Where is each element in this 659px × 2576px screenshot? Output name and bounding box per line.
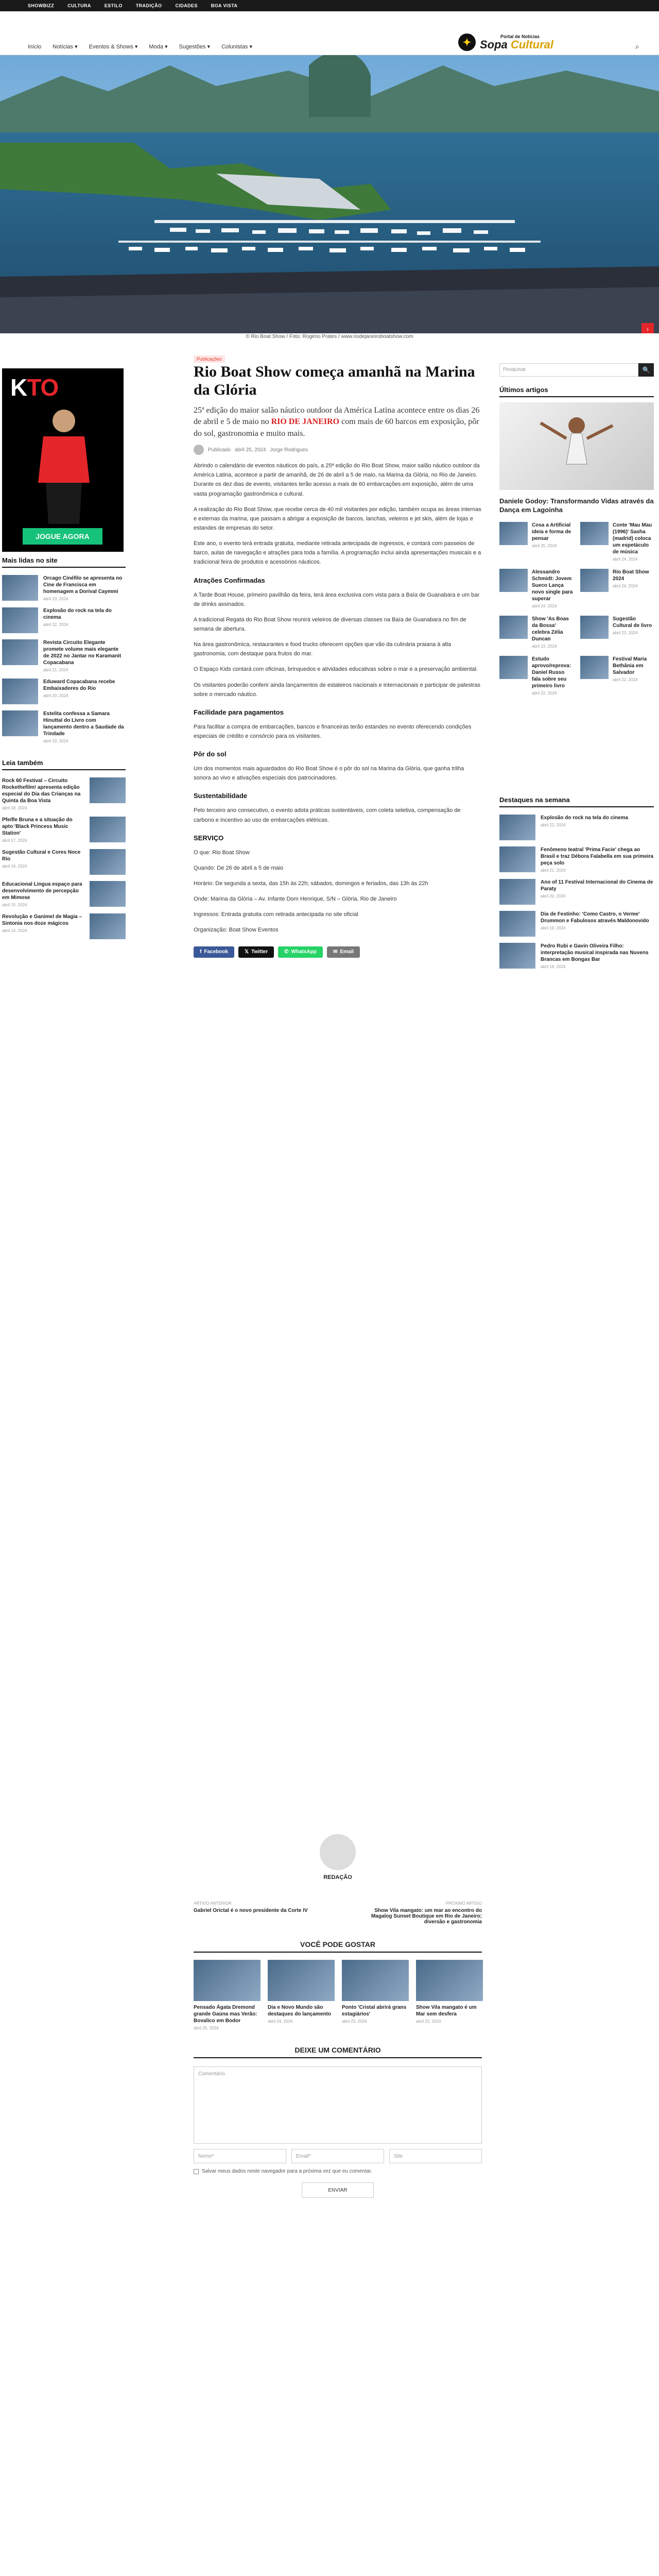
service-line: Onde: Marina da Glória – Av. Infante Dom Henrique, S/N – Glória, Rio de Janeiro xyxy=(194,896,397,903)
save-data-checkbox[interactable]: Salvar meus dados neste navegador para a próxima vez que eu comentar. xyxy=(194,2168,482,2174)
section-heading: Facilidade para pagamentos xyxy=(194,708,284,716)
section-heading: SERVIÇO xyxy=(194,834,224,842)
related-title: VOCÊ PODE GOSTAR xyxy=(194,1940,482,1953)
main-nav xyxy=(28,43,252,50)
checkbox-icon xyxy=(194,2169,199,2174)
list-item[interactable]: Sugestão Cultural e Cores Noce Rio abril 16, 2024 xyxy=(2,849,126,875)
related-grid xyxy=(194,1960,482,2030)
list-item[interactable]: Revista Circuito Elegante promete volume mais elegante de 2022 no Jantar no Karamanit Copacabana abril 21, 2024 xyxy=(2,639,126,672)
paragraph: Um dos momentos mais aguardados do Rio Boat Show é o pôr do sol na Marina da Glória, que ganha trilha sonora ao vivo e ativações especiais dos patrocinadores. xyxy=(194,766,464,782)
leia-tambem-title: Leia também xyxy=(2,759,126,770)
list-item[interactable]: Pedro Rubi e Gavin Oliveira Filho: interpretação musical inspirada nas Nuvens Brancas em Bongas Bar abril 18, 2024 xyxy=(499,943,654,969)
list-item[interactable]: Educacional Lingua espaço para desenvolvimento de percepção em Mimose abril 15, 2024 xyxy=(2,881,126,907)
destaques-widget xyxy=(499,796,654,969)
list-item[interactable]: Alessandro Schmidt: Jovem Sueco Lança novo single para superar abril 24, 2024 xyxy=(499,569,573,608)
nav-item[interactable]: Início xyxy=(28,43,42,50)
search-icon[interactable]: ⌕ xyxy=(635,42,639,50)
paragraph: A tradicional Regata do Rio Boat Show reunirá veleiros de diversas classes na Baía de Guanabara no fim de semana de abertura. xyxy=(194,616,466,632)
next-post-link[interactable]: PRÓXIMO ARTIGO Show Vila mangato: um mar ao encontro do Magalog Sunset Boutique em Rio de Janeiro; diversão e gastronomia xyxy=(371,1901,482,1925)
dancer-image xyxy=(499,402,654,490)
paragraph: O Espaço Kids contará com oficinas, brinquedos e atividades educativas sobre o mar e a preservação ambiental. xyxy=(194,666,478,673)
nav-item[interactable]: Colunistas ▾ xyxy=(221,44,253,50)
featured-title[interactable]: Daniele Godoy: Transformando Vidas através da Dança em Lagoinha xyxy=(499,497,654,514)
paragraph: A realização do Rio Boat Show, que recebe cerca de 40 mil visitantes por edição, também ocupa as áreas internas e externas da marina, que passam a abrigar a exposição de barcos, lanchas, veleiros e jet skis, além de lojas e estandes de empresas do setor. xyxy=(194,506,481,532)
topbar-link[interactable]: TRADIÇÃO xyxy=(135,3,162,8)
share-facebook-button[interactable]: f Facebook xyxy=(194,946,234,958)
list-item[interactable]: Orcago Cinéfilo se apresenta no Cine de Francisca em homenagem a Dorival Caymmi abril 23, 2024 xyxy=(2,575,126,601)
list-item[interactable]: Festival Maria Bethânia em Salvador abril 22, 2024 xyxy=(580,656,654,696)
list-item[interactable]: Estelita confessa a Samara Hinuttal do Livro com lançamento dentro a Saudade da Trindade abril 19, 2024 xyxy=(2,710,126,743)
mais-lidas-list xyxy=(2,575,126,743)
share-buttons xyxy=(194,946,482,958)
topbar-link[interactable]: CULTURA xyxy=(67,3,91,8)
facebook-icon: f xyxy=(200,949,202,955)
ultimos-list xyxy=(499,402,654,696)
list-item[interactable]: Pfeifle Bruna e a situação do apto 'Black Princess Music Station' abril 17, 2024 xyxy=(2,817,126,843)
leia-tambem-list xyxy=(2,777,126,939)
section-heading: Sustentabilidade xyxy=(194,792,248,800)
service-line: Ingressos: Entrada gratuita com retirada antecipada no site oficial xyxy=(194,911,358,918)
prev-post-link[interactable]: ARTIGO ANTERIOR Gabriel Orictal é o novo presidente da Corte IV xyxy=(194,1901,308,1913)
section-heading: Atrações Confirmadas xyxy=(194,576,265,584)
left-sidebar xyxy=(2,556,126,939)
nav-item[interactable]: Moda ▾ xyxy=(149,44,168,50)
right-sidebar xyxy=(499,363,654,696)
list-item[interactable]: Explosão do rock na tela do cinema abril 22, 2024 xyxy=(2,607,126,633)
paragraph: A Tarde Boat House, primeiro pavilhão da feira, terá área exclusiva com vista para a Baía de Guanabara e um bar de drinks assinados. xyxy=(194,591,479,607)
breadcrumb[interactable]: Publicações xyxy=(194,355,225,363)
list-item[interactable]: Sugestão Cultural de livro abril 23, 2024 xyxy=(580,616,654,649)
article-meta xyxy=(194,445,482,455)
list-item[interactable]: Conte 'Mau Mau (1996)' Sasha (madrid) coloca um espetáculo de música abril 24, 2024 xyxy=(580,522,654,562)
article-title: Rio Boat Show começa amanhã na Marina da Glória xyxy=(194,363,475,398)
logo-wordmark: Sopa Cultural xyxy=(480,38,554,51)
related-card[interactable]: Dia e Novo Mundo são destaques do lançamento abril 24, 2024 xyxy=(268,1960,335,2030)
meta-author[interactable]: Jorge Rodrigues xyxy=(270,447,308,453)
list-item[interactable]: Rock 60 Festival – Circuito Rockethefilm! apresenta edição especial do Dia das Crianças na Quinta da Boa Vista abril 18, 2024 xyxy=(2,777,126,810)
ad-cta-button[interactable]: JOGUE AGORA xyxy=(23,528,102,545)
email-field[interactable]: Email* xyxy=(291,2149,384,2163)
ad-logo: KTO xyxy=(10,374,59,401)
paragraph: Para facilitar a compra de embarcações, bancos e financeiras terão estandes no evento oferecendo condições especiais de crédito e consórcio para os visitantes. xyxy=(194,723,472,739)
nav-item[interactable]: Sugestões ▾ xyxy=(179,44,211,50)
paragraph: Abrindo o calendário de eventos náuticos do país, a 25ª edição do Rio Boat Show, maior salão náutico outdoor da América Latina, acontece a partir de amanhã, de 26 de abril a 5 de maio, na Marina da Glória, no Rio de Janeiro. Durante os dez dias de evento, visitantes terão acesso a mais de 60 embarcações em exposição, além de uma vasta programação gastronômica e cultural. xyxy=(194,463,480,497)
destaques-title: Destaques na semana xyxy=(499,796,654,807)
avatar xyxy=(320,1834,356,1870)
related-card[interactable]: Pensado Ágata Dremond grande Gaúna mas Verão: Bovalico em Bodor abril 25, 2024 xyxy=(194,1960,261,2030)
destaques-list xyxy=(499,815,654,969)
featured-thumbnail[interactable] xyxy=(499,402,654,490)
topbar-link[interactable]: SHOWBIZZ xyxy=(28,3,55,8)
related-card[interactable]: Ponto 'Cristal abrirá grans estagiários' abril 23, 2024 xyxy=(342,1960,409,2030)
mail-icon: ✉ xyxy=(333,949,338,955)
list-item[interactable]: Eduward Copacabana recebe Embaixadores do Rio abril 20, 2024 xyxy=(2,679,126,704)
paragraph: Pelo terceiro ano consecutivo, o evento adota práticas sustentáveis, com coleta seletiva, compensação de carbono e incentivo ao uso de embarcações elétricas. xyxy=(194,807,461,823)
article-lead: 25ª edição do maior salão náutico outdoor da América Latina acontece entre os dias 26 de abril e 5 de maio no RIO DE JANEIRO com mais de 60 barcos em exposição, pôr do sol, gastronomia e muito mais. xyxy=(194,406,480,438)
hero-image xyxy=(0,55,659,333)
mais-lidas-title: Mais lidas no site xyxy=(2,556,126,568)
list-item[interactable]: Ano of 11 Festival Internacional do Cinema de Paraty abril 20, 2024 xyxy=(499,879,654,905)
paragraph: Na área gastronômica, restaurantes e food trucks oferecem opções que vão da culinária praiana à alta gastronomia, com destaque para frutos do mar. xyxy=(194,641,452,657)
hero-caption: © Rio Boat Show / Foto: Rogério Prates / www.riodejaneiroboatshow.com xyxy=(0,334,659,344)
list-item[interactable]: Revolução e Ganimel de Magia – Sintonia nos doze mágicos abril 14, 2024 xyxy=(2,913,126,939)
x-icon: 𝕏 xyxy=(245,949,249,955)
whatsapp-icon: ✆ xyxy=(284,949,289,955)
share-twitter-button[interactable]: 𝕏 Twitter xyxy=(238,946,274,958)
site-header xyxy=(0,11,659,55)
sidebar-search xyxy=(499,363,654,377)
list-item[interactable]: Estudo aprovo/reprova: Daniel Russo fala sobre seu primeiro livro abril 22, 2024 xyxy=(499,656,573,696)
nav-item[interactable]: Eventos & Shows ▾ xyxy=(89,44,138,50)
logo-mark-icon: ✦ xyxy=(458,33,476,51)
list-item[interactable]: Dia de Festinho: 'Como Castro, o Verme' Drummon e Fabulosos através Maldonovido abril 19, 2024 xyxy=(499,911,654,937)
service-line: O que: Rio Boat Show xyxy=(194,849,250,856)
topbar-link[interactable]: CIDADES xyxy=(175,3,198,8)
list-item[interactable]: Rio Boat Show 2024 abril 24, 2024 xyxy=(580,569,654,608)
search-input[interactable]: Pesquisar xyxy=(499,363,638,377)
section-heading: Pôr do sol xyxy=(194,750,227,758)
meta-date: abril 25, 2024 xyxy=(234,447,266,453)
service-line: Organização: Boat Show Eventos xyxy=(194,927,279,934)
scroll-to-top-icon[interactable]: › xyxy=(641,323,654,333)
ad-banner[interactable] xyxy=(2,368,124,552)
search-button[interactable]: 🔍 xyxy=(638,363,654,377)
ultimos-title: Últimos artigos xyxy=(499,386,654,397)
article xyxy=(194,363,482,958)
avatar xyxy=(194,445,204,455)
share-whatsapp-button[interactable]: ✆ WhatsApp xyxy=(278,946,323,958)
author-name[interactable]: REDAÇÃO xyxy=(323,1874,352,1880)
topbar-link[interactable]: BOA VISTA xyxy=(211,3,238,8)
comment-form-title: DEIXE UM COMENTÁRIO xyxy=(194,2046,482,2058)
site-field[interactable]: Site xyxy=(389,2149,482,2163)
list-item[interactable]: Show 'As Boas da Bossa' celebra Zélia Duncan abril 23, 2024 xyxy=(499,616,573,649)
paragraph: Este ano, o evento terá entrada gratuita, mediante retirada antecipada de ingressos, e contará com passeios de barco, aulas de navegação e atrações para toda a família. A programação inclui ainda apresentações musicais e a tradicional feira de produtos e acessórios náuticos. xyxy=(194,540,481,566)
comment-textarea[interactable]: Comentário xyxy=(194,2066,482,2144)
top-bar xyxy=(0,0,659,11)
post-navigation xyxy=(194,1901,482,1925)
list-item[interactable]: Cosa a Artificial ideia e forma de pensar abril 25, 2024 xyxy=(499,522,573,562)
service-line: Horário: De segunda a sexta, das 15h às 22h; sábados, domingos e feriados, das 13h às 22h xyxy=(194,880,428,887)
topbar-link[interactable]: ESTILO xyxy=(104,3,123,8)
submit-comment-button[interactable]: ENVIAR xyxy=(302,2182,374,2198)
logo-tagline: Portal de Notícias xyxy=(500,33,540,39)
related-card[interactable]: Show Vila mangato é um Mar sem desfera abril 22, 2024 xyxy=(416,1960,483,2030)
paragraph: Os visitantes poderão conferir ainda lançamentos de estaleiros nacionais e internacionais e participar de palestras sobre o mercado náutico. xyxy=(194,682,481,698)
article-body xyxy=(194,461,482,935)
nav-item[interactable]: Notícias ▾ xyxy=(53,44,78,50)
site-logo[interactable] xyxy=(458,31,561,54)
list-item[interactable]: Fenômeno teatral 'Prima Facie' chega ao Brasil e traz Débora Falabella em sua primeira peça solo abril 21, 2024 xyxy=(499,846,654,873)
share-email-button[interactable]: ✉ Email xyxy=(327,946,360,958)
comment-fields xyxy=(194,2149,482,2163)
author-box xyxy=(194,1834,482,1880)
ultimos-grid xyxy=(499,522,654,696)
list-item[interactable]: Explosão do rock na tela do cinema abril 22, 2024 xyxy=(499,815,654,840)
comments-section xyxy=(194,1834,482,2198)
meta-published: Publicado xyxy=(208,447,231,453)
ad-player-image xyxy=(33,405,95,524)
name-field[interactable]: Nome* xyxy=(194,2149,286,2163)
service-line: Quando: De 26 de abril a 5 de maio xyxy=(194,865,284,871)
